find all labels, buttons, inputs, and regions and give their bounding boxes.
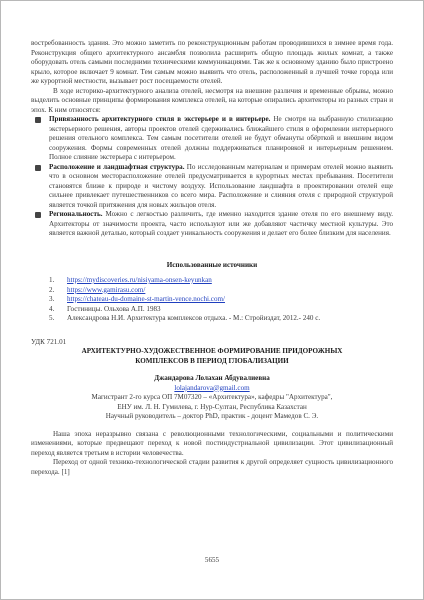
principle-text: Можно с легкостью различить, где именно находится здание отеля по его внешнему виду. Архитекторы от значимости проекта, часто используют или же добавляют частичку местной культуры. Это является важной деталью, который создает уникальность сооружения и делает его более близким для населения. [49, 210, 393, 237]
bullet-icon [35, 212, 41, 218]
source-number: 2. [49, 285, 55, 294]
author-affiliation-1: Магистрант 2-го курса ОП 7М07320 – «Архитектура», кафедры "Архитектура", [91, 393, 333, 401]
source-text: Александрова Н.И. Архитектура комплексов отдыха. - М.: Стройиздат, 2012.- 240 с. [67, 314, 321, 322]
bullet-icon [35, 165, 41, 171]
page-number: 5655 [204, 556, 220, 564]
article-title-line-1: АРХИТЕКТУРНО-ХУДОЖЕСТВЕННОЕ ФОРМИРОВАНИЕ ПРИДОРОЖНЫХ [81, 347, 343, 355]
source-text: Гостиницы. Ольхова А.П. 1983 [67, 304, 161, 313]
source-link[interactable]: https://www.gamirasu.com/ [67, 285, 146, 294]
article-paragraph-1: Наша эпоха неразрывно связана с революционными технологическими, социальными и политическими изменениями, которые предвещают переход к новой постиндустриальной цивилизации. Этот цивилизационный переход является третьим в истории человечества. [31, 429, 393, 457]
source-number: 3. [49, 295, 55, 303]
principle-item-1 [31, 115, 393, 163]
source-link[interactable]: https://chateau-du-domaine-st-martin-vence.nochi.com/ [67, 295, 225, 303]
page-content [31, 39, 393, 477]
principle-term: Региональность. [49, 210, 103, 218]
article-paragraph-2: Переход от одной технико-технологической стадии развития к другой определяет сущность цивилизационного перехода. [1] [31, 458, 393, 476]
principle-term: Расположение и ландшафтная структура. [49, 162, 185, 171]
principles-list [31, 115, 393, 239]
source-number: 4. [49, 304, 55, 313]
principle-item-3 [31, 210, 393, 239]
source-item[interactable] [31, 286, 393, 296]
source-item [31, 314, 393, 324]
source-link[interactable]: https://mydiscoveries.ru/nisiyama-onsen-keyunkan [67, 276, 212, 284]
author-affiliation-2: ЕНУ им. Л. Н. Гумилева, г. Нур-Султан, Республика Казахстан [117, 402, 307, 411]
principle-text: По исследованным материалам и примерам отелей можно выявить что в основном месторасположение отелей предусматривается в курортных местах пребывания. Посетители становятся ближе к природе и чистому воздуху. Использование ландшафта в проектировании отелей еще сильнее привлекает путешественников со всего мира. Расположение и слияния отеля с природной структурой является точкой притяжения для новых жильцов отеля. [49, 162, 393, 209]
source-item [31, 305, 393, 315]
source-number: 1. [49, 276, 55, 284]
body-paragraph-2: В ходе историко-архитектурного анализа отелей, несмотря на внешние различия и временные обрывы, можно выделить основные принципы формирования комплекса отелей, на которые опирались архитекторы из разных стран и эпох. К ним относятся: [31, 86, 393, 114]
sources-heading: Использованные источники [166, 260, 258, 269]
source-item[interactable] [31, 295, 393, 305]
principle-item-2 [31, 163, 393, 211]
source-item[interactable] [31, 276, 393, 286]
scientific-advisor: Научный руководитель – доктор PhD, практик - доцент Мамедов С. Э. [105, 412, 319, 420]
bullet-icon [35, 117, 41, 123]
author-name: Джандарова Лолахан Абдувалиевна [154, 374, 270, 382]
principle-term: Привязанность архитектурного стиля в экстерьере и в интерьере. [49, 115, 271, 123]
article-title-line-2: КОМПЛЕКСОВ В ПЕРИОД ГЛОБАЛИЗАЦИИ [135, 356, 289, 365]
udk-code: УДК 721.01 [31, 337, 67, 346]
body-paragraph-1: востребованность здания. Это можно заметить по реконструкционным работам проводившихся в зимнее время года. Реконструкция общего архитектурного ансамбля позволила расширить общую площадь жилых комнат, а также оборудовать отель самыми последними техническими коммуникациями. Так же к основному зданию было пристроено крыло, которое включает 9 комнат. Тем самым можно выявить что отель, расположенный в лучшей точке города или же курортной местности, вызывает рост посещаемости отелей. [31, 39, 393, 85]
author-email-link[interactable]: lolajandarova@gmail.com [174, 383, 250, 392]
principle-text: Не смотря на выбранную стилизацию экстерьерного решения, авторы проектов отелей сдерживались ближайшего стиля в оформлении интерьерного решения отельного комплекса. Тем самым посетители отелей не будут обмануты обёрткой и внешним видом сооружения. Формы современных отелей должны поддерживаться планировкой и интерьерным решением. Полное слияние экстерьера с интерьером. [49, 115, 393, 161]
source-number: 5. [49, 314, 55, 322]
sources-list [31, 276, 393, 324]
